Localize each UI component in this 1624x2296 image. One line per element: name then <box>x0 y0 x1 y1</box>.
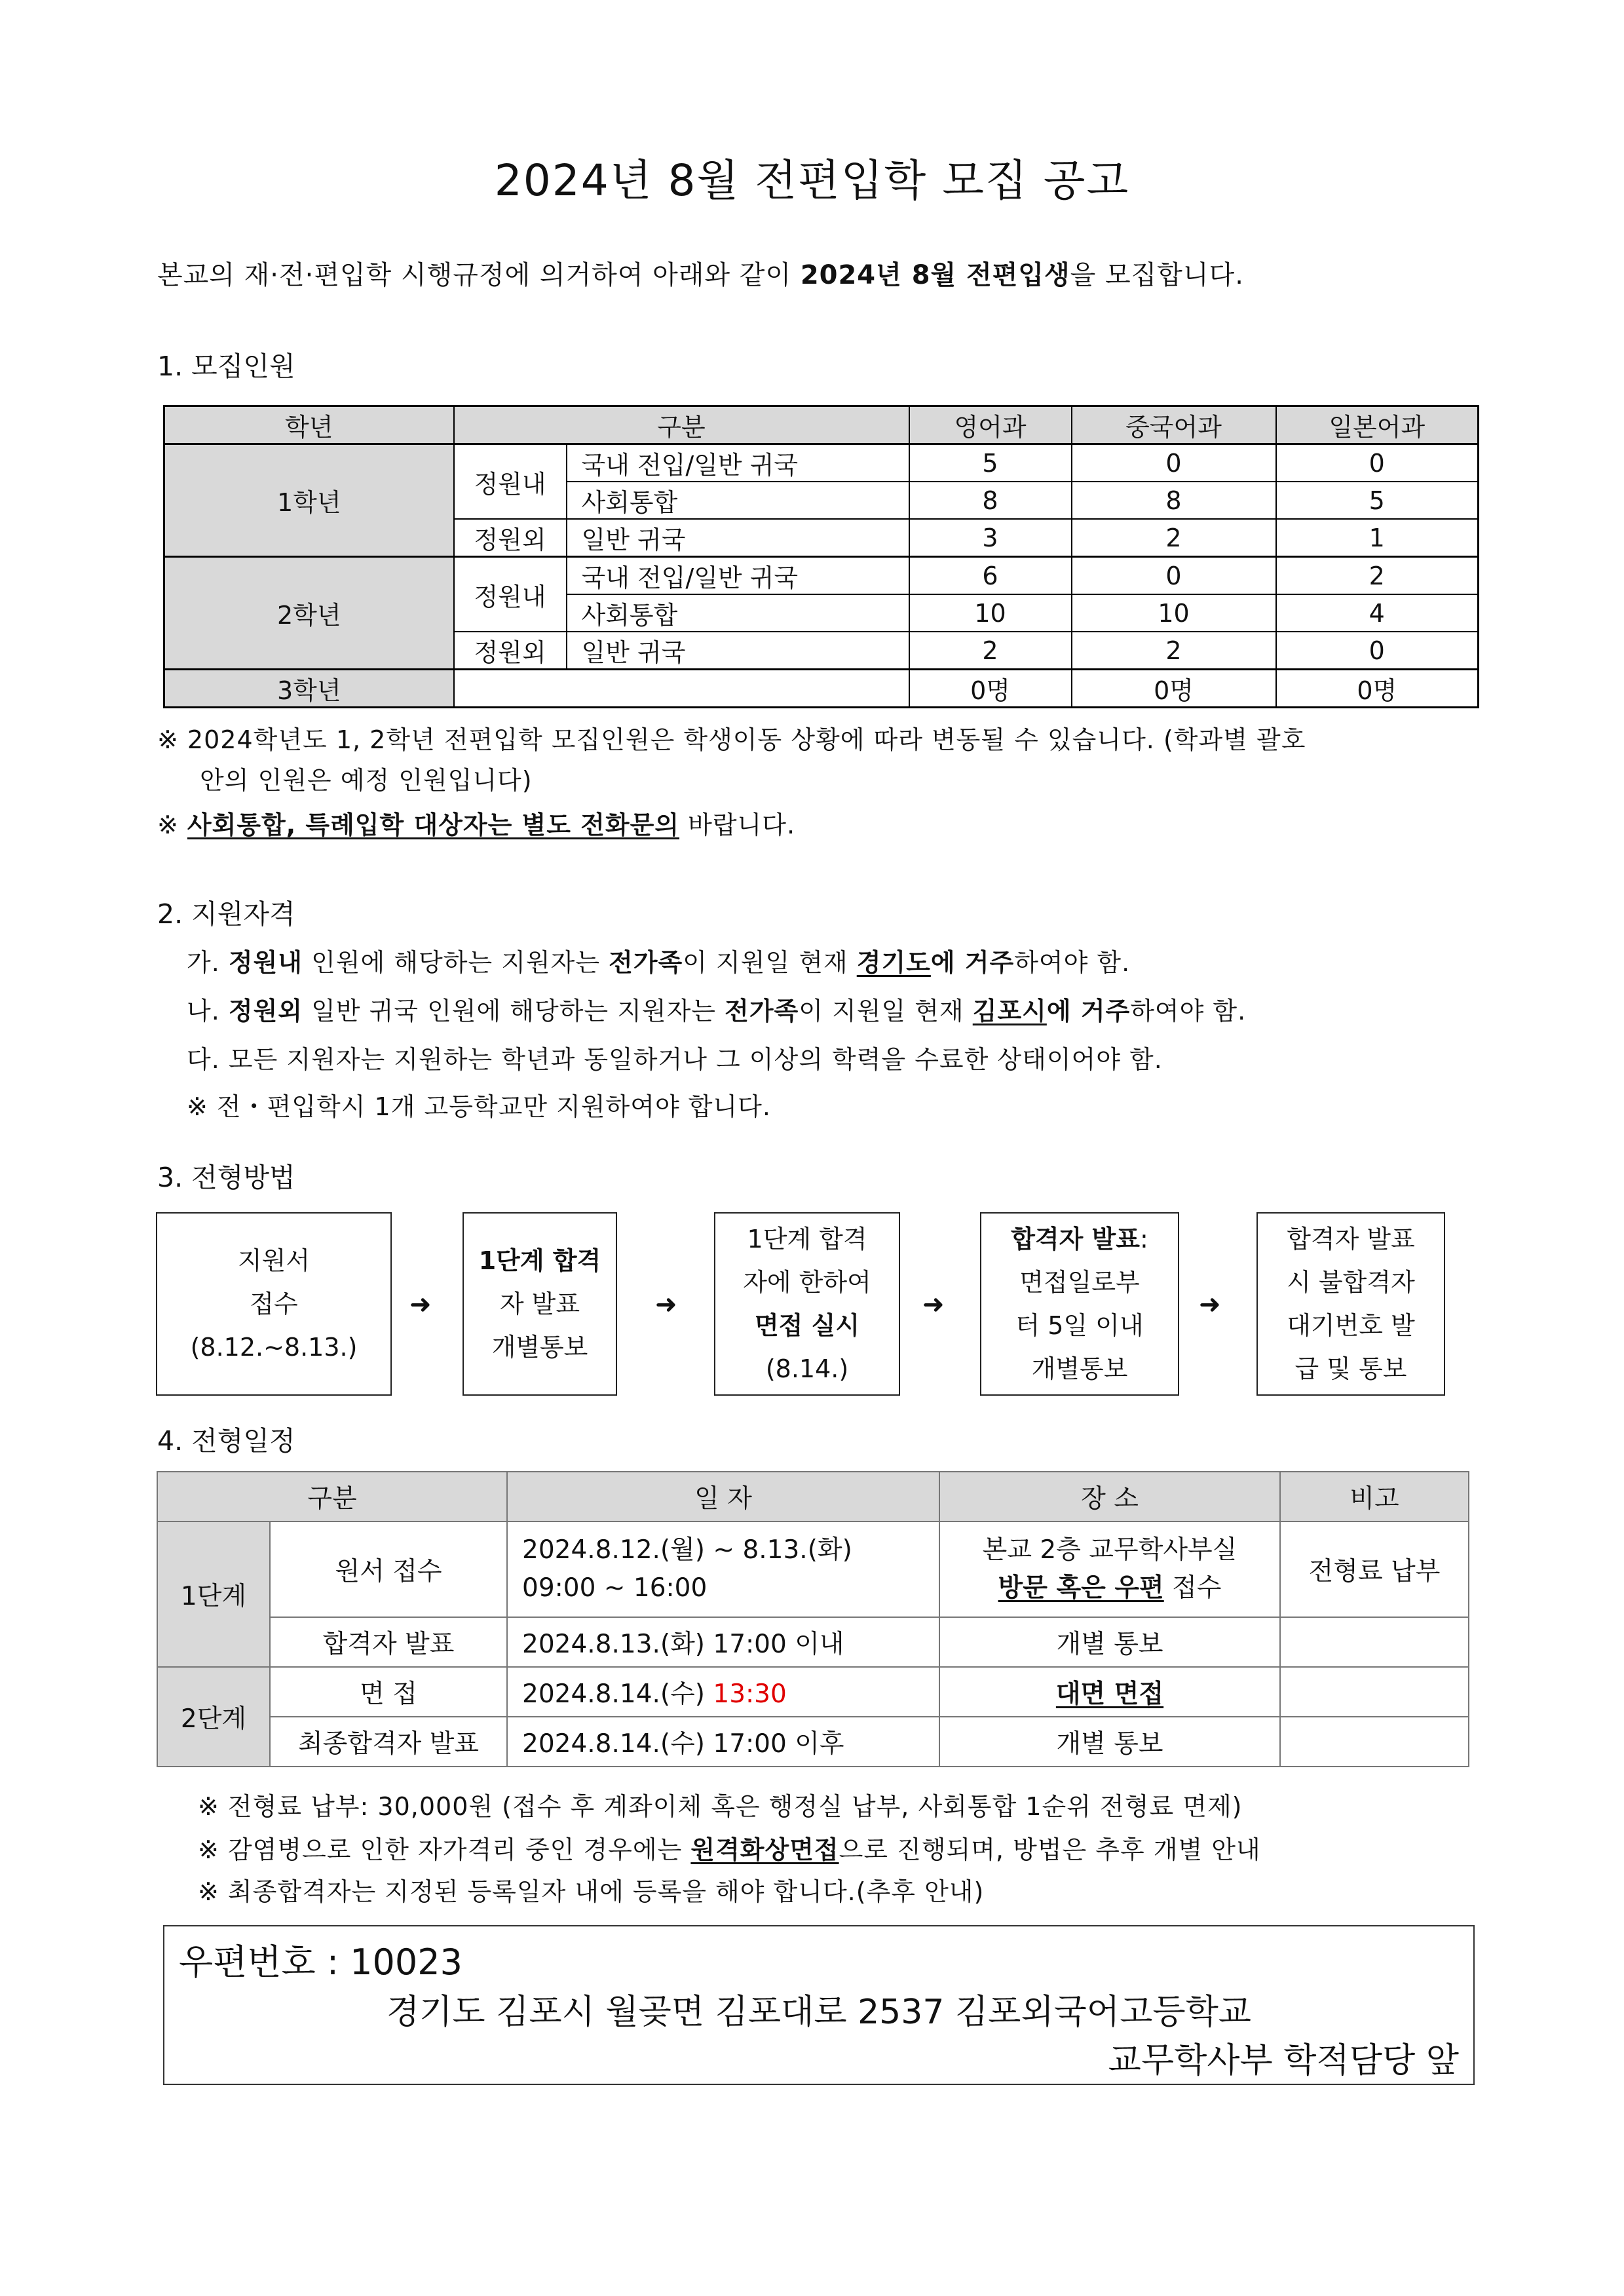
table-row: 정원외 일반 귀국 3 2 1 <box>164 519 1479 557</box>
schedule-table <box>157 1471 1469 1767</box>
page-title: 2024년 8월 전편입학 모집 공고 <box>494 155 1130 206</box>
table-header-row <box>164 406 1479 444</box>
quota-cell: 정원외 <box>454 632 567 670</box>
header-japanese: 일본어과 <box>1276 406 1479 444</box>
process-step-interview: 1단계 합격 자에 한하여 면접 실시 (8.14.) <box>714 1212 900 1396</box>
header-chinese: 중국어과 <box>1072 406 1276 444</box>
table-row: 1단계 원서 접수 2024.8.12.(월) ~ 8.13.(화) 09:00 ~ 16:00 본교 2층 교무학사부실 방문 혹은 우편 접수 전형료 납부 <box>157 1521 1469 1617</box>
arrow-right-icon: ➜ <box>922 1290 945 1320</box>
grade-cell: 2학년 <box>164 557 454 670</box>
table-row: 정원외 일반 귀국 2 2 0 <box>164 632 1479 670</box>
grade-cell: 1학년 <box>164 444 454 557</box>
stage-cell: 2단계 <box>157 1667 270 1767</box>
process-step-first-result: 1단계 합격 자 발표 개별통보 <box>463 1212 617 1396</box>
intro-text: 본교의 재·전·편입학 시행규정에 의거하여 아래와 같이 2024년 8월 전편입생을 모집합니다. <box>157 260 1244 290</box>
note-special-admission: ※ 사회통합, 특례입학 대상자는 별도 전화문의 바랍니다. <box>157 811 796 839</box>
stage-cell: 1단계 <box>157 1521 270 1667</box>
address-recipient: 교무학사부 학적담당 앞 <box>1108 2041 1459 2080</box>
table-row: 합격자 발표 2024.8.13.(화) 17:00 이내 개별 통보 <box>157 1617 1469 1667</box>
postal-code: 우편번호 : 10023 <box>179 1942 463 1983</box>
eligibility-item-ga: 가. 정원내 인원에 해당하는 지원자는 전가족이 지원일 현재 경기도에 거주하여야 함. <box>187 948 1131 977</box>
table-row: 사회통합 10 10 4 <box>164 594 1479 632</box>
eligibility-item-da: 다. 모든 지원자는 지원하는 학년과 동일하거나 그 이상의 학력을 수료한 상태이어야 함. <box>187 1045 1163 1074</box>
note-fee: ※ 전형료 납부: 30,000원 (접수 후 계좌이체 혹은 행정실 납부, 사회통합 1순위 전형료 면제) <box>198 1792 1243 1821</box>
quota-cell: 정원외 <box>454 519 567 557</box>
note-remote-interview: ※ 감염병으로 인한 자가격리 중인 경우에는 원격화상면접으로 진행되며, 방법은 추후 개별 안내 <box>198 1835 1261 1864</box>
table-row: 3학년 0명 0명 0명 <box>164 670 1479 708</box>
table-row: 2단계 면 접 2024.8.14.(수) 13:30 대면 면접 <box>157 1667 1469 1717</box>
intro-highlight: 2024년 8월 전편입생 <box>800 260 1070 290</box>
grade-cell: 3학년 <box>164 670 454 708</box>
eligibility-note: ※ 전・편입학시 1개 고등학교만 지원하여야 합니다. <box>187 1092 771 1121</box>
process-step-waitlist: 합격자 발표 시 불합격자 대기번호 발 급 및 통보 <box>1256 1212 1445 1396</box>
eligibility-item-na: 나. 정원외 일반 귀국 인원에 해당하는 지원자는 전가족이 지원일 현재 김포시에 거주하여야 함. <box>187 997 1247 1025</box>
header-english: 영어과 <box>909 406 1072 444</box>
note-recruitment-change: ※ 2024학년도 1, 2학년 전편입학 모집인원은 학생이동 상황에 따라 변동될 수 있습니다. (학과별 괄호 <box>157 725 1306 754</box>
arrow-right-icon: ➜ <box>409 1290 432 1320</box>
table-row: 사회통합 8 8 5 <box>164 482 1479 519</box>
section-heading-schedule: 4. 전형일정 <box>157 1425 295 1457</box>
table-row: 1학년 정원내 국내 전입/일반 귀국 5 0 0 <box>164 444 1479 482</box>
quota-cell: 정원내 <box>454 444 567 520</box>
quota-cell: 정원내 <box>454 557 567 632</box>
recruitment-table <box>163 405 1479 708</box>
table-row: 최종합격자 발표 2024.8.14.(수) 17:00 이후 개별 통보 <box>157 1717 1469 1767</box>
process-step-application: 지원서 접수 (8.12.~8.13.) <box>156 1212 392 1396</box>
process-step-final-result: 합격자 발표: 면접일로부 터 5일 이내 개별통보 <box>980 1212 1179 1396</box>
header-category: 구분 <box>454 406 909 444</box>
table-row: 2학년 정원내 국내 전입/일반 귀국 6 0 2 <box>164 557 1479 595</box>
header-grade: 학년 <box>164 406 454 444</box>
section-heading-recruitment: 1. 모집인원 <box>157 351 295 382</box>
address-line: 경기도 김포시 월곶면 김포대로 2537 김포외국어고등학교 <box>386 1993 1252 2032</box>
note-registration: ※ 최종합격자는 지정된 등록일자 내에 등록을 해야 합니다.(추후 안내) <box>198 1877 985 1906</box>
section-heading-eligibility: 2. 지원자격 <box>157 898 295 930</box>
section-heading-method: 3. 전형방법 <box>157 1162 295 1193</box>
arrow-right-icon: ➜ <box>655 1290 677 1320</box>
table-header-row: 구분 일 자 장 소 비고 <box>157 1472 1469 1521</box>
address-box <box>163 1925 1475 2085</box>
arrow-right-icon: ➜ <box>1199 1290 1221 1320</box>
note-recruitment-change-cont: 안의 인원은 예정 인원입니다) <box>200 766 533 795</box>
